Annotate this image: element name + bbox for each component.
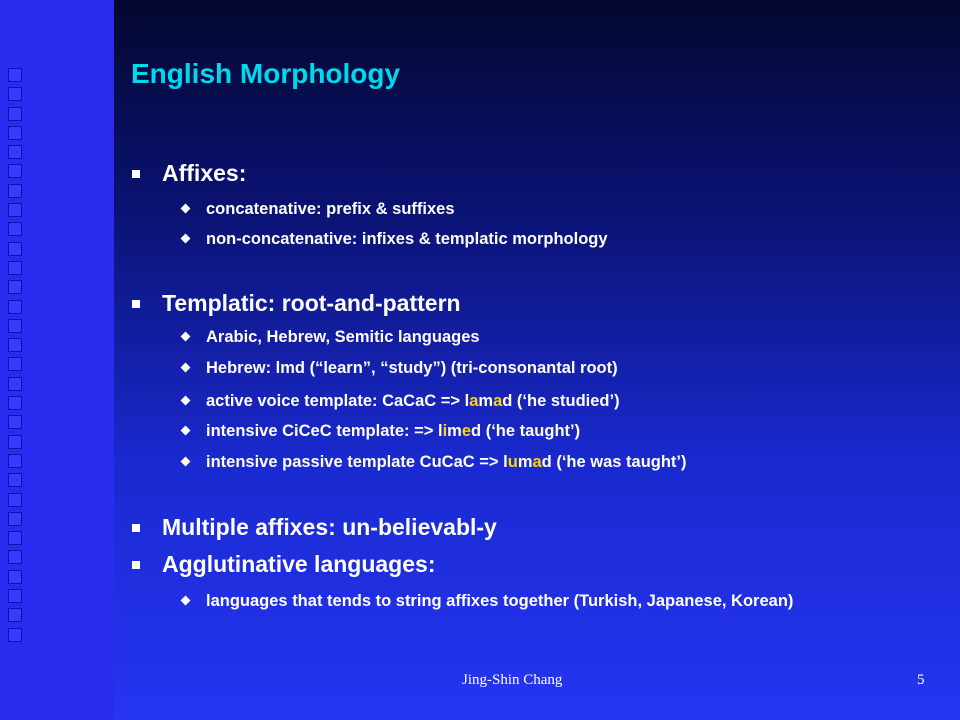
- decor-square: [8, 319, 22, 333]
- diamond-bullet-icon: [181, 234, 191, 244]
- decor-square: [8, 435, 22, 449]
- sub-bullet-active-voice: [180, 390, 900, 412]
- text-segment: d (‘he was taught’): [541, 453, 687, 471]
- bullet-text: Templatic: root-and-pattern: [162, 290, 461, 316]
- bullet-multiple-affixes: [132, 514, 497, 541]
- text-segment: m: [478, 392, 494, 410]
- sub-bullet-hebrew: [180, 357, 900, 379]
- footer-author: Jing-Shin Chang: [462, 672, 563, 688]
- diamond-bullet-icon: [181, 396, 191, 406]
- bullet-text: Affixes:: [162, 160, 247, 186]
- decor-square: [8, 550, 22, 564]
- text-segment: intensive CiCeC template: => l: [206, 422, 443, 440]
- decor-square: [8, 107, 22, 121]
- decor-square: [8, 280, 22, 294]
- diamond-bullet-icon: [181, 363, 191, 373]
- sub-bullet-intensive: [180, 420, 900, 442]
- bullet-affixes: [132, 160, 246, 187]
- decor-square: [8, 396, 22, 410]
- decor-square: [8, 145, 22, 159]
- bullet-text: Multiple affixes: un-believabl-y: [162, 514, 497, 540]
- sub-bullet-agglutinative-desc: [180, 590, 900, 612]
- decor-square: [8, 357, 22, 371]
- sub-bullet-text: [206, 390, 620, 412]
- highlighted-vowel: a: [493, 392, 503, 410]
- diamond-bullet-icon: [181, 332, 191, 342]
- decor-square: [8, 184, 22, 198]
- highlighted-vowel: a: [469, 392, 479, 410]
- sub-bullet-text: [206, 451, 687, 473]
- decor-square: [8, 608, 22, 622]
- text-segment: d (‘he taught’): [471, 422, 581, 440]
- decor-square: [8, 126, 22, 140]
- bullet-agglutinative: [132, 551, 435, 578]
- sub-bullet-text: non-concatenative: infixes & templatic morphology: [206, 230, 608, 248]
- highlighted-vowel: a: [532, 453, 542, 471]
- text-segment: active voice template: CaCaC => l: [206, 392, 470, 410]
- sub-bullet-text: Arabic, Hebrew, Semitic languages: [206, 328, 480, 346]
- decor-square: [8, 415, 22, 429]
- decor-square: [8, 512, 22, 526]
- decor-square: [8, 377, 22, 391]
- slide-title: English Morphology: [131, 58, 401, 89]
- square-bullet-icon: [132, 300, 140, 308]
- bullet-templatic: [132, 290, 461, 317]
- decor-square: [8, 300, 22, 314]
- highlighted-vowel: e: [461, 422, 472, 440]
- square-bullet-icon: [132, 561, 140, 569]
- decor-square: [8, 242, 22, 256]
- diamond-bullet-icon: [181, 457, 191, 467]
- decor-square: [8, 203, 22, 217]
- bullet-text: Agglutinative languages:: [162, 551, 436, 577]
- text-segment: m: [447, 422, 462, 440]
- page-number: 5: [917, 672, 925, 688]
- highlighted-vowel: i: [442, 422, 448, 440]
- sub-bullet-text: [206, 420, 580, 442]
- decor-square: [8, 87, 22, 101]
- square-bullet-icon: [132, 524, 140, 532]
- text-segment: m: [517, 453, 533, 471]
- sub-bullet-text: languages that tends to string affixes together (Turkish, Japanese, Korean): [206, 592, 794, 610]
- sub-bullet-intensive-passive: [180, 451, 900, 473]
- decorative-squares: [8, 68, 24, 647]
- sub-bullet-arabic: [180, 326, 900, 348]
- diamond-bullet-icon: [181, 204, 191, 214]
- highlighted-vowel: u: [507, 453, 518, 471]
- square-bullet-icon: [132, 170, 140, 178]
- sub-bullet-text: concatenative: prefix & suffixes: [206, 200, 455, 218]
- diamond-bullet-icon: [181, 426, 191, 436]
- decor-square: [8, 493, 22, 507]
- decor-square: [8, 531, 22, 545]
- text-segment: intensive passive template CuCaC => l: [206, 453, 508, 471]
- decor-square: [8, 570, 22, 584]
- decor-square: [8, 261, 22, 275]
- decor-square: [8, 68, 22, 82]
- decor-square: [8, 473, 22, 487]
- sub-bullet-concatenative: [180, 198, 900, 220]
- left-decoration-strip: [0, 0, 114, 720]
- sub-bullet-text: Hebrew: lmd (“learn”, “study”) (tri-consonantal root): [206, 359, 618, 377]
- text-segment: d (‘he studied’): [502, 392, 620, 410]
- decor-square: [8, 222, 22, 236]
- decor-square: [8, 628, 22, 642]
- diamond-bullet-icon: [181, 596, 191, 606]
- decor-square: [8, 454, 22, 468]
- decor-square: [8, 164, 22, 178]
- sub-bullet-nonconcatenative: [180, 228, 900, 250]
- decor-square: [8, 338, 22, 352]
- decor-square: [8, 589, 22, 603]
